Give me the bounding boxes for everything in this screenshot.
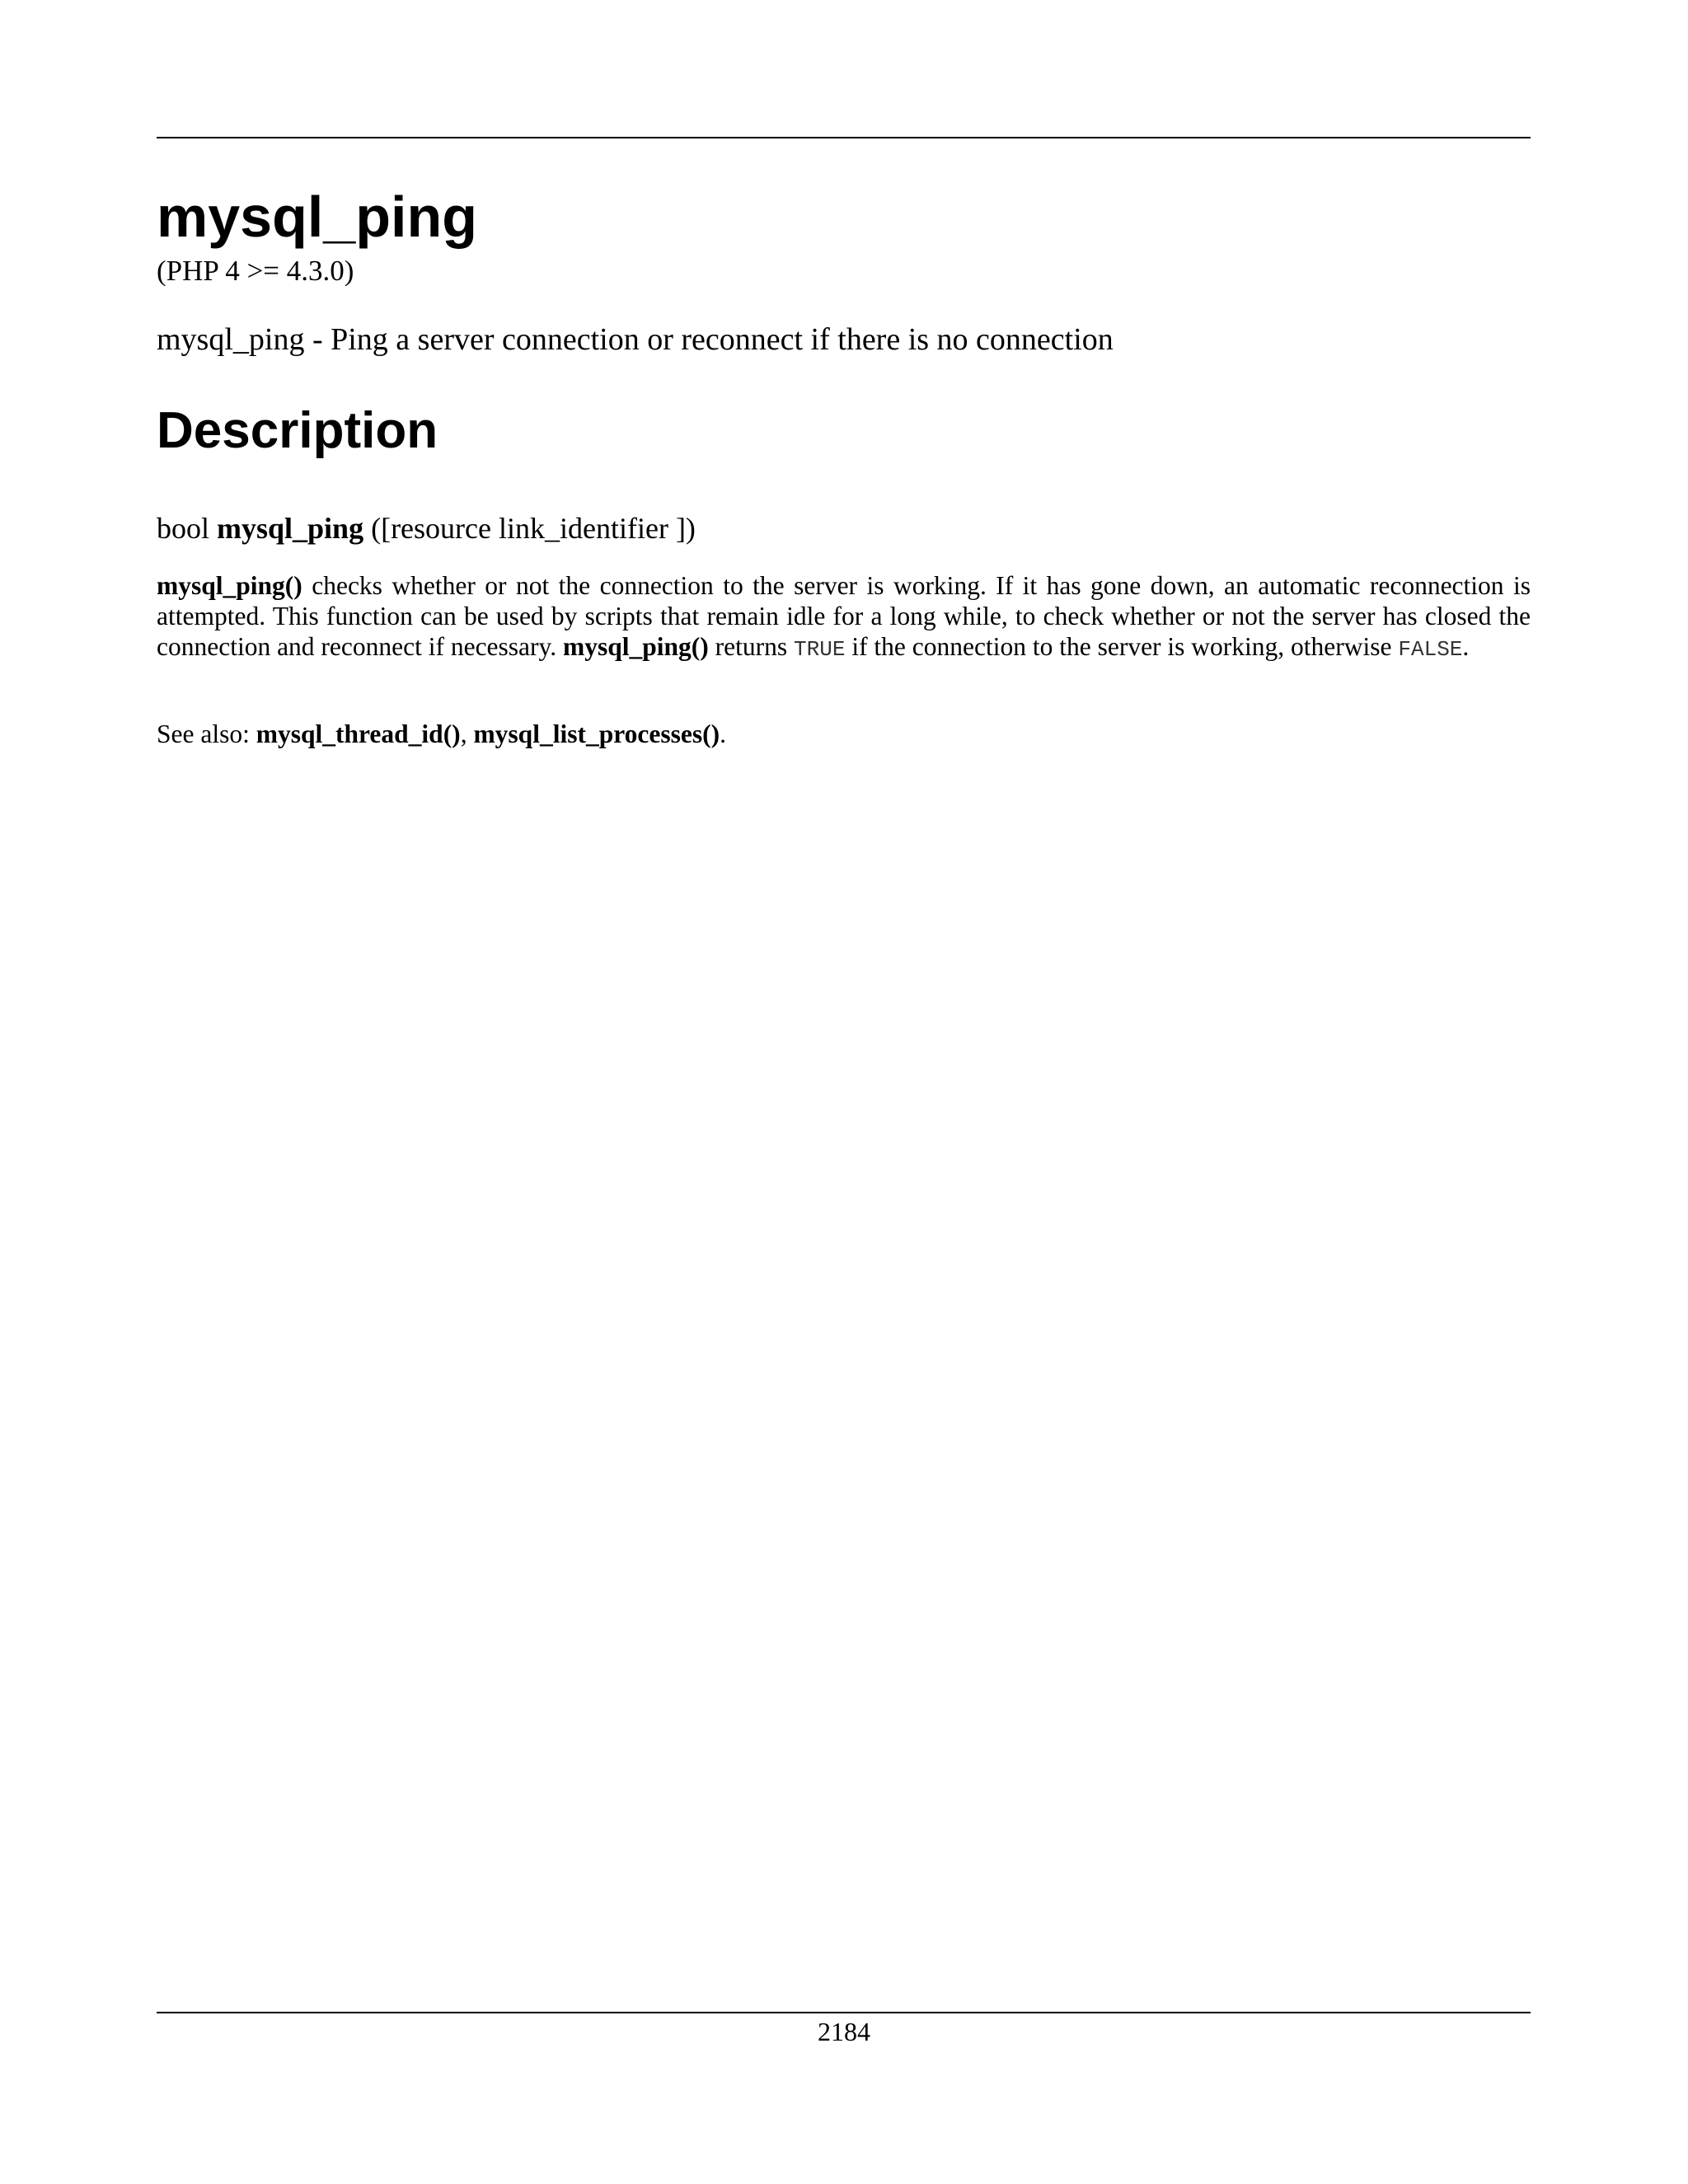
synopsis-function-name: mysql_ping: [217, 512, 364, 545]
synopsis-return-type: bool: [157, 512, 210, 545]
bottom-rule: [157, 2012, 1531, 2013]
function-synopsis: [157, 511, 696, 546]
description-text: .: [1462, 632, 1470, 661]
see-also-link-thread-id[interactable]: mysql_thread_id(): [256, 719, 461, 748]
description-text: checks whether or not the connection to the server is working. If it has gone down, an automatic reconnection is attempted. This function can be used by scripts that remain idle for a long while, to check whether or not the server has closed the connection and reconnect if necessary.: [157, 571, 1531, 661]
function-ref: mysql_ping(): [562, 632, 709, 661]
synopsis-params: ([resource link_identifier ]): [371, 512, 696, 545]
see-also-separator: ,: [460, 719, 474, 748]
page-title: mysql_ping: [157, 185, 477, 249]
see-also: [157, 719, 726, 749]
description-paragraph: [157, 570, 1531, 665]
description-text: returns: [708, 632, 795, 661]
see-also-end: .: [720, 719, 726, 748]
constant-false: FALSE: [1398, 637, 1463, 662]
version-info: (PHP 4 >= 4.3.0): [157, 255, 354, 287]
section-heading-description: Description: [157, 402, 438, 459]
see-also-link-list-processes[interactable]: mysql_list_processes(): [473, 719, 720, 748]
constant-true: TRUE: [794, 637, 846, 662]
page-number: 2184: [818, 2017, 870, 2046]
description-text: if the connection to the server is working, otherwise: [845, 632, 1399, 661]
function-purpose: mysql_ping - Ping a server connection or reconnect if there is no connection: [157, 322, 1114, 357]
function-ref: mysql_ping(): [157, 571, 302, 600]
see-also-label: See also:: [157, 719, 256, 748]
top-rule: [157, 137, 1531, 138]
